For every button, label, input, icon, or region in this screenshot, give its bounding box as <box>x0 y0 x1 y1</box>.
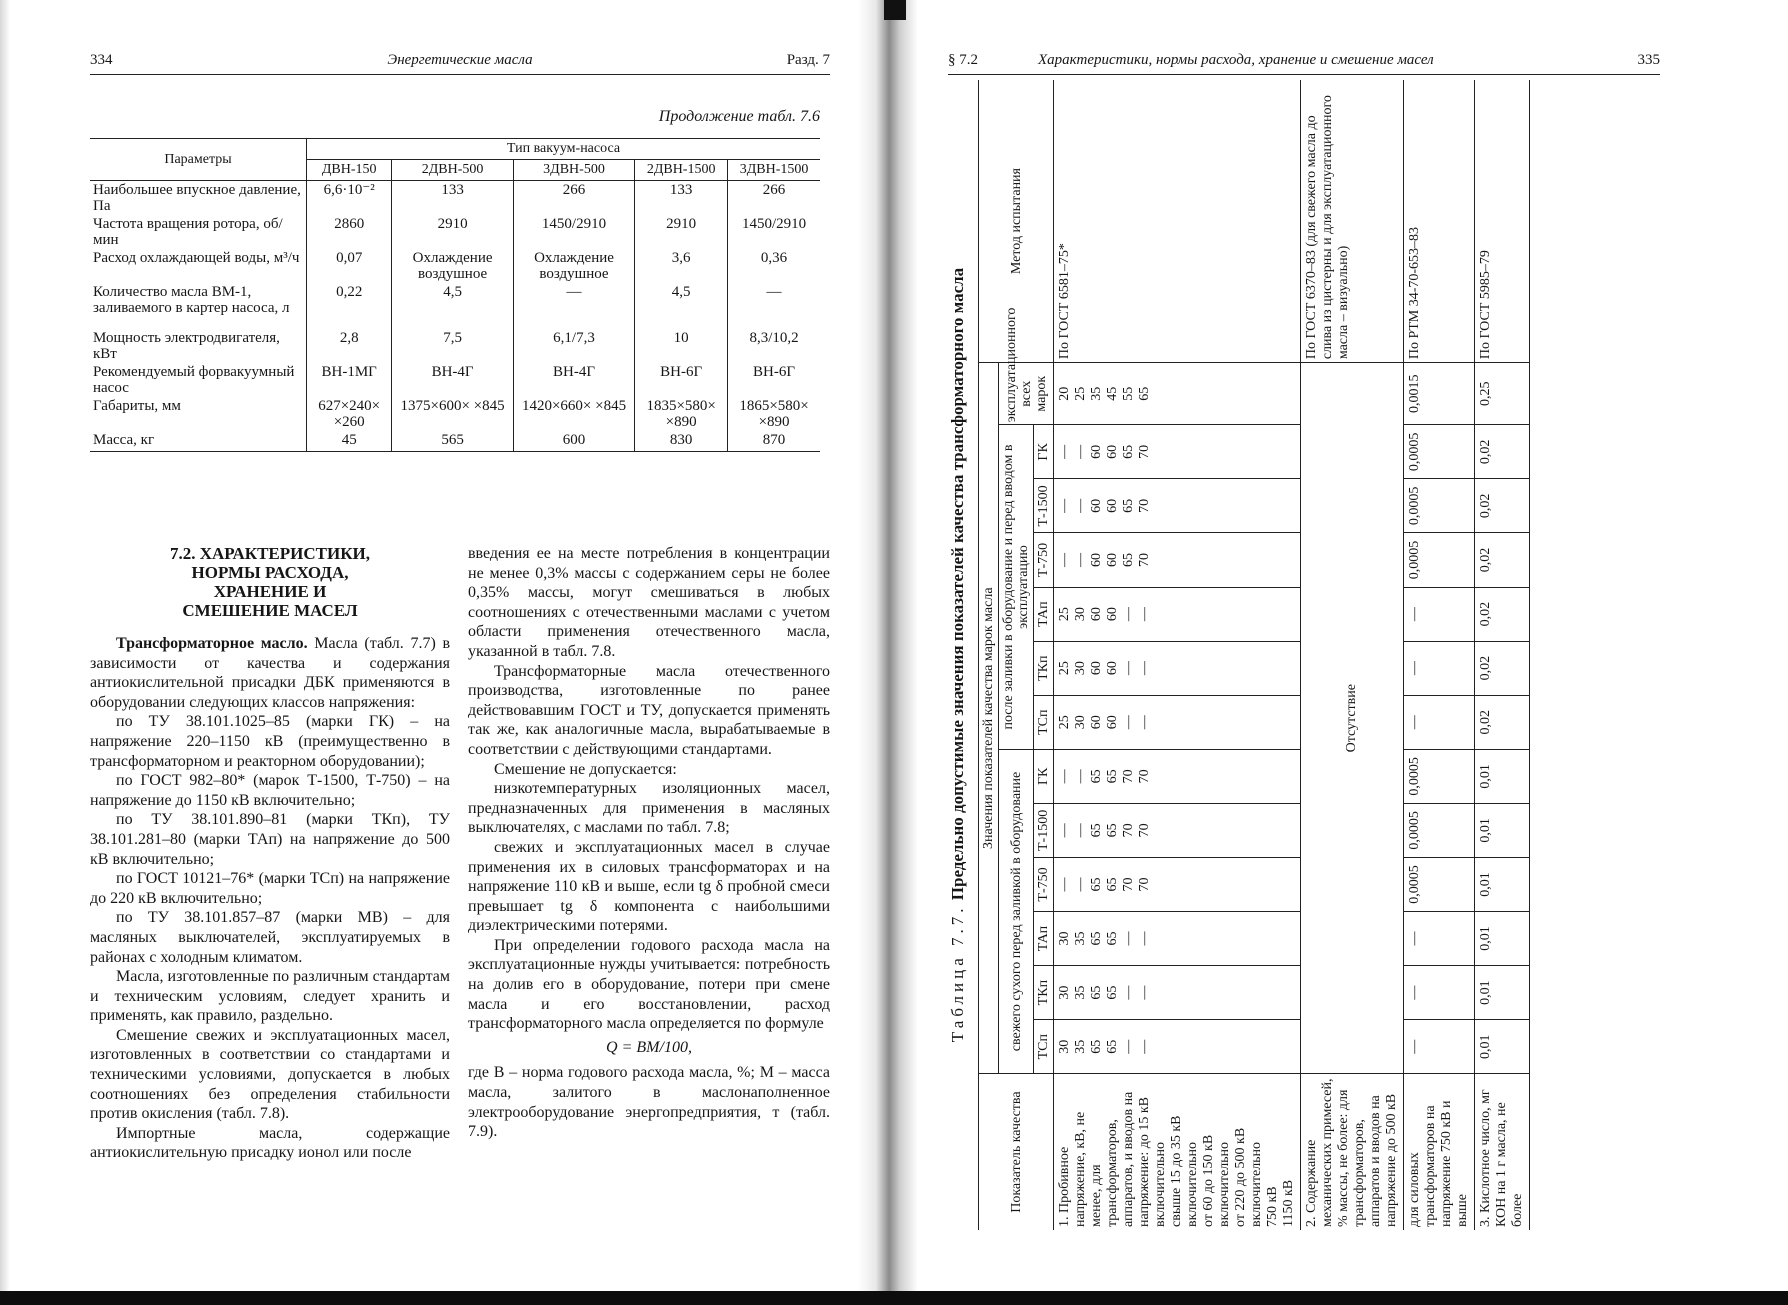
cell-value: 20 <box>1057 386 1072 401</box>
after-cell <box>1054 695 1301 749</box>
cell-value: 65 <box>1105 931 1120 946</box>
paragraph: При определении годового расхода масла на эксплуатационные нужды учитывается: потребность на долив его в оборудование, потери при смене масла и его восстановлении, расход трансформаторного масла определяется по формуле <box>468 936 830 1033</box>
cell-value: 60 <box>1105 553 1120 567</box>
cell-value: — <box>1057 444 1072 459</box>
table-row <box>90 329 820 363</box>
table-row <box>90 283 820 329</box>
cell-value: — <box>1137 715 1152 730</box>
table-row <box>90 431 820 451</box>
vacuum-pump-table <box>90 138 820 452</box>
cell: 45 <box>307 431 392 451</box>
cell-value: 60 <box>1105 715 1120 730</box>
paragraph: Трансформаторные масла отечественного производства, изготовленные по ранее действовавшим ГОСТ и ТУ, допускается применять так же, как аналогичные масла, вырабатываемые в соответствии с действующими стандартами. <box>468 662 830 758</box>
cell: 1835×580× ×890 <box>635 397 728 431</box>
header-indicator: Показатель качества <box>979 1074 1054 1230</box>
cell: 7,5 <box>392 329 513 363</box>
header-operational: эксплуатационного всех марок <box>999 363 1054 425</box>
fresh-cell: 0,0005 <box>1404 803 1475 857</box>
cell-value: — <box>1121 931 1136 946</box>
cell-value: — <box>1137 985 1152 1000</box>
cell: 830 <box>635 431 728 451</box>
table-row <box>1404 80 1475 1230</box>
cell: 600 <box>513 431 634 451</box>
cell-value: — <box>1057 823 1072 838</box>
row-param: Расход охлаждающей воды, м³/ч <box>90 249 307 283</box>
cell-value: 30 <box>1073 715 1088 730</box>
cell-value: 65 <box>1105 823 1120 838</box>
cell-value: 65 <box>1121 498 1136 513</box>
paragraph: Импортные масла, содержащие антиокислительную присадку ионол или после <box>90 1124 450 1162</box>
row-indicator: 2. Содержание механических примесей, % массы, не более: для трансформаторов, аппаратов и вводов на напряжение до 500 кВ <box>1301 1074 1404 1230</box>
fresh-cell <box>1054 1020 1301 1074</box>
method-cell: По ГОСТ 5985–79 <box>1475 80 1530 363</box>
fresh-cell: 0,0005 <box>1404 857 1475 911</box>
cell: ВН-1МГ <box>307 363 392 397</box>
cell: ВН-6Г <box>728 363 820 397</box>
header-pump: ДВН-150 <box>307 160 392 181</box>
header-grade: ТКп <box>1034 966 1054 1020</box>
cell-value: 25 <box>1073 386 1088 401</box>
cell: 627×240× ×260 <box>307 397 392 431</box>
cell-value: 70 <box>1121 823 1136 838</box>
cell-value: 30 <box>1073 607 1088 622</box>
cell-value: 60 <box>1089 553 1104 567</box>
after-cell: 0,02 <box>1475 695 1530 749</box>
header-grade: ТАп <box>1034 587 1054 641</box>
cell: 1375×600× ×845 <box>392 397 513 431</box>
cell-value: — <box>1057 498 1072 513</box>
table-caption <box>948 80 968 1230</box>
after-cell: 0,02 <box>1475 641 1530 695</box>
paragraph: по ГОСТ 982–80* (марок Т-1500, Т-750) – на напряжение до 1150 кВ включительно; <box>90 772 450 809</box>
cell: 2910 <box>635 215 728 249</box>
gutter-shadow <box>884 0 906 20</box>
after-cell: 0,0005 <box>1404 479 1475 533</box>
header-grade: Т-1500 <box>1034 803 1054 857</box>
paragraph: Смешение свежих и эксплуатационных масел, изготовленных в соответствии со стандартами и техническими условиями, допускается в любых соотношениях без определения стабильности против окисления (табл. 7.8). <box>90 1026 450 1123</box>
cell-value: 60 <box>1089 607 1104 622</box>
fresh-cell <box>1054 966 1301 1020</box>
after-cell <box>1054 425 1301 479</box>
paragraph: по ТУ 38.101.890–81 (марки ТКп), ТУ 38.101.281–80 (марки ТАп) на напряжение до 500 кВ включительно; <box>90 811 450 868</box>
cell-value: 30 <box>1057 1039 1072 1054</box>
cell-value: 25 <box>1057 715 1072 730</box>
header-grade: ГК <box>1034 425 1054 479</box>
paragraph: по ТУ 38.101.857–87 (марки МВ) – для масляных выключателей, эксплуатируемых в районах с холодным климатом. <box>90 909 450 966</box>
quality-table-body <box>1054 80 1530 1230</box>
cell-value: — <box>1073 769 1088 784</box>
header-grade: ГК <box>1034 749 1054 803</box>
table-caption-prefix: Таблица 7.7. <box>948 904 967 1043</box>
cell-value: — <box>1137 661 1152 676</box>
section-title-line: НОРМЫ РАСХОДА, <box>191 563 349 582</box>
cell-value: 65 <box>1089 877 1104 892</box>
after-cell: 0,0005 <box>1404 533 1475 587</box>
cell-value: 60 <box>1089 661 1104 676</box>
fresh-cell: 0,01 <box>1475 803 1530 857</box>
header-grade: Т-750 <box>1034 533 1054 587</box>
cell-value: — <box>1057 553 1072 567</box>
book-gutter <box>858 0 918 1305</box>
cell-value: 65 <box>1089 823 1104 838</box>
cell: 870 <box>728 431 820 451</box>
cell: 4,5 <box>392 283 513 329</box>
header-grade: Т-1500 <box>1034 479 1054 533</box>
cell-value: 70 <box>1137 553 1152 567</box>
section-title-line: ХРАНЕНИЕ И <box>213 582 327 601</box>
header-pump-type: Тип вакуум-насоса <box>307 139 821 160</box>
header-grade: Т-750 <box>1034 857 1054 911</box>
cell-value: 25 <box>1057 661 1072 676</box>
after-cell: 0,02 <box>1475 479 1530 533</box>
paragraph-text: Масла (табл. 7.7) в зависимости от качества и содержания антиокислительной присадки ДБК применяются в оборудовании следующих классов напряжения: <box>90 635 450 711</box>
scan-edge <box>0 1291 1788 1305</box>
row-param: Наибольшее впускное давление, Па <box>90 181 307 216</box>
paragraph: по ТУ 38.101.1025–85 (марки ГК) – на напряжение 220–1150 кВ (преимущественно в трансформаторном и реакторном оборудовании); <box>90 713 450 770</box>
cell-value: — <box>1057 877 1072 892</box>
cell-value: — <box>1073 877 1088 892</box>
cell-value: 35 <box>1073 985 1088 1000</box>
fresh-cell: 0,01 <box>1475 749 1530 803</box>
row-indicator: 1. Пробивное напряжение, кВ, не менее, для трансформаторов, аппаратов, и вводов на напряжение: до 15 кВ включительно свыше 15 до 35 кВ включительно от 60 до 150 кВ включительно от 220 до 500 кВ включительно 750 кВ 1150 кВ <box>1054 1074 1301 1230</box>
cell-value: 35 <box>1073 1039 1088 1054</box>
cell-value: 35 <box>1073 931 1088 946</box>
cell: 266 <box>513 181 634 216</box>
cell-value: 65 <box>1105 985 1120 1000</box>
cell: 6,1/7,3 <box>513 329 634 363</box>
cell-value: 65 <box>1105 1039 1120 1054</box>
cell-value: — <box>1073 823 1088 838</box>
text-column-right <box>468 544 830 1142</box>
fresh-cell: 0,01 <box>1475 857 1530 911</box>
text-column-left <box>90 544 450 1163</box>
cell-value: 65 <box>1105 769 1120 784</box>
cell-value: 30 <box>1057 985 1072 1000</box>
cell-value: — <box>1057 769 1072 784</box>
after-cell: 0,0005 <box>1404 425 1475 479</box>
fresh-cell: — <box>1404 1020 1475 1074</box>
cell: 133 <box>635 181 728 216</box>
table-row <box>90 397 820 431</box>
table-row <box>90 363 820 397</box>
table-continuation-caption: Продолжение табл. 7.6 <box>658 108 820 125</box>
cell: 8,3/10,2 <box>728 329 820 363</box>
method-cell: По РТМ 34-70-653–83 <box>1404 80 1475 363</box>
method-cell: По ГОСТ 6370–83 (для свежего масла до слива из цистерны и для эксплуатационного масла – визуально) <box>1301 80 1404 363</box>
paragraph: Смешение не допускается: <box>494 760 677 778</box>
cell-value: 60 <box>1089 444 1104 459</box>
cell-value: 60 <box>1105 661 1120 676</box>
header-pump: 2ДВН-1500 <box>635 160 728 181</box>
cell: 1420×660× ×845 <box>513 397 634 431</box>
row-param: Масса, кг <box>90 431 307 451</box>
table-caption-text: Предельно допустимые значения показателей качества трансформаторного масла <box>948 267 967 901</box>
after-cell: — <box>1404 587 1475 641</box>
cell: Охлаждение воздушное <box>513 249 634 283</box>
section-label: Разд. 7 <box>786 52 830 68</box>
cell: 10 <box>635 329 728 363</box>
row-param: Мощность электродвигателя, кВт <box>90 329 307 363</box>
paragraph: по ГОСТ 10121–76* (марки ТСп) на напряжение до 220 кВ включительно; <box>90 870 450 907</box>
cell: 6,6·10⁻² <box>307 181 392 216</box>
cell: 0,07 <box>307 249 392 283</box>
cell-value: — <box>1073 553 1088 567</box>
cell-value: — <box>1073 444 1088 459</box>
paragraph <box>90 634 450 712</box>
table-row <box>1301 80 1404 1230</box>
cell-value: 60 <box>1105 607 1120 622</box>
cell-value: 65 <box>1089 931 1104 946</box>
fresh-cell <box>1054 749 1301 803</box>
page-number: 334 <box>90 52 113 68</box>
table-row <box>90 181 820 216</box>
after-cell: 0,02 <box>1475 587 1530 641</box>
cell-value: 70 <box>1137 498 1152 513</box>
cell: 266 <box>728 181 820 216</box>
after-cell: 0,02 <box>1475 533 1530 587</box>
header-values-group: Значения показателей качества марок масла <box>979 363 999 1074</box>
fresh-cell: 0,01 <box>1475 1020 1530 1074</box>
fresh-cell: — <box>1404 966 1475 1020</box>
paragraph: Масла, изготовленные по различным стандартам и техническим условиям, следует хранить и применять, как правило, раздельно. <box>90 968 450 1025</box>
formula: Q = BM/100, <box>606 1038 692 1056</box>
cell-value: 25 <box>1057 607 1072 622</box>
fresh-cell: 0,0005 <box>1404 749 1475 803</box>
running-head-left <box>90 52 830 75</box>
cell: 1865×580× ×890 <box>728 397 820 431</box>
cell-value: 70 <box>1121 769 1136 784</box>
cell: ВН-4Г <box>392 363 513 397</box>
cell-value: — <box>1137 931 1152 946</box>
absent-cell: Отсутствие <box>1301 363 1404 1074</box>
left-page <box>90 52 830 1252</box>
cell-value: 70 <box>1137 877 1152 892</box>
running-head-right <box>948 52 1660 75</box>
after-cell: 0,02 <box>1475 425 1530 479</box>
cell-value: 65 <box>1089 1039 1104 1054</box>
row-indicator: для силовых трансформаторов на напряжение 750 кВ и выше <box>1404 1074 1475 1230</box>
after-cell <box>1054 479 1301 533</box>
row-indicator: 3. Кислотное число, мг КОН на 1 г масла, не более <box>1475 1074 1530 1230</box>
header-pump: 3ДВН-500 <box>513 160 634 181</box>
cell: 565 <box>392 431 513 451</box>
after-cell: — <box>1404 641 1475 695</box>
fresh-cell: 0,01 <box>1475 912 1530 966</box>
after-cell <box>1054 587 1301 641</box>
cell-value: 30 <box>1057 931 1072 946</box>
header-grade: ТСп <box>1034 1020 1054 1074</box>
cell-value: 65 <box>1121 553 1136 567</box>
section-title-line: 7.2. ХАРАКТЕРИСТИКИ, <box>169 544 371 563</box>
cell-value: 65 <box>1105 877 1120 892</box>
cell: — <box>728 283 820 329</box>
cell: 1450/2910 <box>728 215 820 249</box>
cell-value: 30 <box>1073 661 1088 676</box>
fresh-cell <box>1054 857 1301 911</box>
cell-value: 55 <box>1121 386 1136 401</box>
header-fresh: свежего сухого перед заливкой в оборудование <box>999 749 1034 1073</box>
lead-term: Трансформаторное масло. <box>116 635 308 652</box>
cell-value: 65 <box>1089 769 1104 784</box>
cell: 133 <box>392 181 513 216</box>
table-row <box>90 249 820 283</box>
cell-value: 70 <box>1137 769 1152 784</box>
operational-cell: 0,25 <box>1475 363 1530 425</box>
cell: ВН-6Г <box>635 363 728 397</box>
cell-value: 45 <box>1105 386 1120 401</box>
header-grade: ТАп <box>1034 912 1054 966</box>
oil-quality-table <box>978 80 1530 1230</box>
rotated-table-block <box>948 80 1660 1230</box>
fresh-cell <box>1054 803 1301 857</box>
cell-value: 60 <box>1089 498 1104 513</box>
cell: 1450/2910 <box>513 215 634 249</box>
after-cell: — <box>1404 695 1475 749</box>
cell: 3,6 <box>635 249 728 283</box>
cell-value: 65 <box>1089 985 1104 1000</box>
scan-shade <box>0 0 10 1305</box>
table-row <box>90 215 820 249</box>
row-param: Рекомендуемый форвакуумный насос <box>90 363 307 397</box>
after-cell <box>1054 533 1301 587</box>
table-row <box>1054 80 1301 1230</box>
cell: 2910 <box>392 215 513 249</box>
cell-value: 65 <box>1121 444 1136 459</box>
row-param: Частота вращения ротора, об/мин <box>90 215 307 249</box>
paragraph: низкотемпературных изоляционных масел, предназначенных для применения в масляных выключателях, с маслами по табл. 7.8; <box>468 780 830 837</box>
cell-value: 60 <box>1105 498 1120 513</box>
running-title: Энергетические масла <box>387 52 533 68</box>
cell-value: 60 <box>1105 444 1120 459</box>
header-method: Метод испытания <box>979 80 1054 363</box>
table-row <box>1475 80 1530 1230</box>
paragraph: введения ее на месте потребления в концентрации не менее 0,3% массы с содержанием серы не более 0,35% массы, могут смешиваться в любых соотношениях с отечественными маслами с учетом области применения отечественного масла, указанной в табл. 7.8. <box>468 545 830 660</box>
operational-cell: 0,0015 <box>1404 363 1475 425</box>
cell-value: 35 <box>1089 386 1104 401</box>
cell-value: 60 <box>1089 715 1104 730</box>
header-grade: ТКп <box>1034 641 1054 695</box>
cell: 2,8 <box>307 329 392 363</box>
cell-value: — <box>1121 1039 1136 1054</box>
cell-value: 70 <box>1121 877 1136 892</box>
cell-value: — <box>1121 985 1136 1000</box>
cell: 0,36 <box>728 249 820 283</box>
fresh-cell: 0,01 <box>1475 966 1530 1020</box>
right-page <box>948 52 1748 1272</box>
running-title: Характеристики, нормы расхода, хранение и смешение масел <box>1038 52 1434 68</box>
header-params: Параметры <box>90 139 307 181</box>
cell-value: 65 <box>1137 386 1152 401</box>
fresh-cell <box>1054 912 1301 966</box>
cell: 4,5 <box>635 283 728 329</box>
cell-value: — <box>1137 1039 1152 1054</box>
header-grade: ТСп <box>1034 695 1054 749</box>
after-cell <box>1054 641 1301 695</box>
method-cell: По ГОСТ 6581–75* <box>1054 80 1301 363</box>
cell: ВН-4Г <box>513 363 634 397</box>
header-after: после заливки в оборудование и перед вводом в эксплуатацию <box>999 425 1034 749</box>
cell: 0,22 <box>307 283 392 329</box>
section-label: § 7.2 <box>948 52 978 68</box>
cell: — <box>513 283 634 329</box>
row-param: Количество масла ВМ-1, заливаемого в картер насоса, л <box>90 283 307 329</box>
paragraph: где B – норма годового расхода масла, %; M – масса масла, залитого в маслонаполненное электрооборудование энергопредприятия, т (табл. 7.9). <box>468 1064 830 1141</box>
cell: Охлаждение воздушное <box>392 249 513 283</box>
fresh-cell: — <box>1404 912 1475 966</box>
cell-value: — <box>1073 498 1088 513</box>
cell-value: 70 <box>1137 823 1152 838</box>
cell-value: — <box>1121 715 1136 730</box>
cell-value: — <box>1121 661 1136 676</box>
paragraph: свежих и эксплуатационных масел в случае применения их в силовых трансформаторах и на напряжение 110 кВ и выше, если tg δ пробной смеси превышает tg δ компонента с наибольшими диэлектрическими потерями. <box>468 838 830 935</box>
header-pump: 2ДВН-500 <box>392 160 513 181</box>
section-title-line: СМЕШЕНИЕ МАСЕЛ <box>182 601 358 620</box>
row-param: Габариты, мм <box>90 397 307 431</box>
operational-cell <box>1054 363 1301 425</box>
header-pump: 3ДВН-1500 <box>728 160 820 181</box>
page-number: 335 <box>1637 52 1660 68</box>
cell-value: — <box>1121 607 1136 622</box>
cell-value: — <box>1137 607 1152 622</box>
section-title <box>90 544 450 620</box>
cell: 2860 <box>307 215 392 249</box>
cell-value: 70 <box>1137 444 1152 459</box>
